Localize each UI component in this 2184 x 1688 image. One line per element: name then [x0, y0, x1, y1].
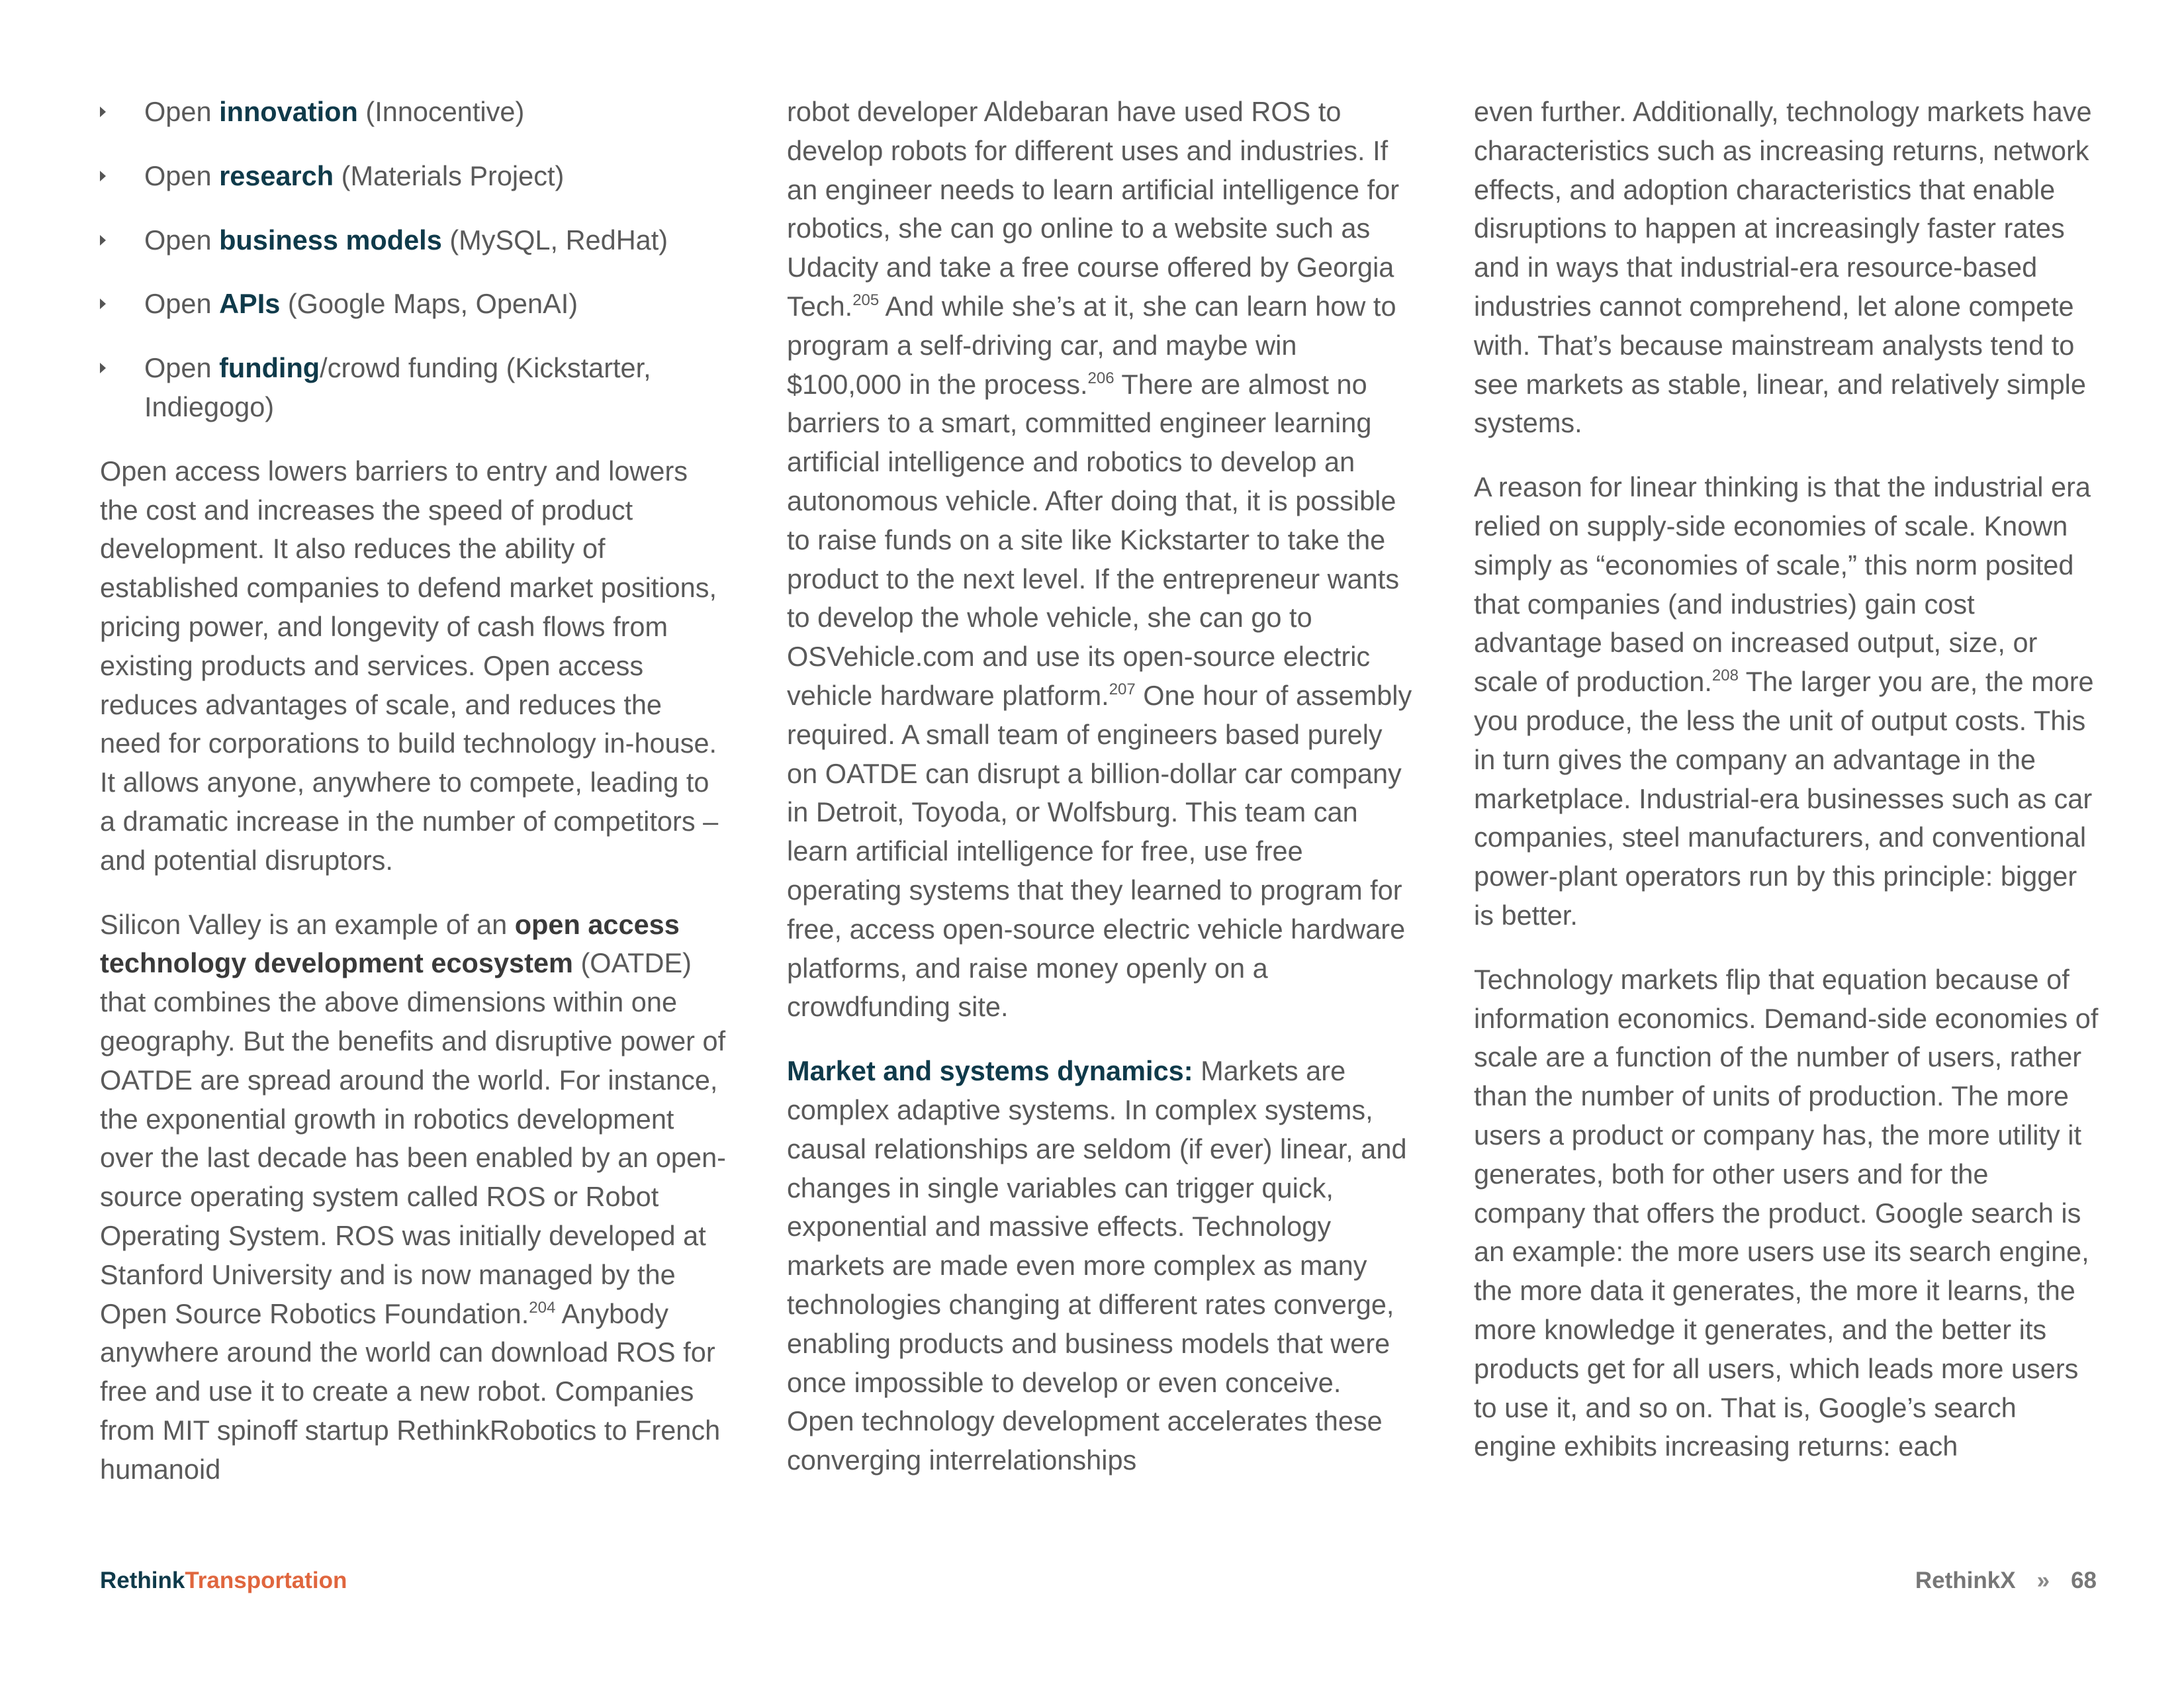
bullet-triangle-icon [100, 363, 106, 373]
paragraph-economies-of-scale: A reason for linear thinking is that the industrial era relied on supply-side economies of scale. Known simply as “economies of scale,” this norm posited that companies (and industries) gain cost advantage based on increased output, size, or scale of production.$^{208}$ The larger you are, the more you produce, the less the unit of output costs. This in turn gives the company an advantage in the marketplace. Industrial-era businesses such as car companies, steel manufacturers, and conventional power-plant operators run by this principle: bigger is better. [1474, 471, 2094, 931]
list-item: Open business models (MySQL, RedHat) [100, 221, 729, 260]
term-oatde: open access technology development ecosystem [100, 908, 680, 979]
paragraph-information-economics: Technology markets flip that equation because of information economics. Demand-side economies of scale are a function of the number of users, rather than the number of units of production. The more users a product or company has, the more utility it generates, both for other users and for the company that offers the product. Google search is an example: the more users use its search engine, the more data it generates, the more it learns, the more knowledge it generates, and the better its products get for all users, which leads more users to use it, and so on. That is, Google’s search engine exhibits increasing returns: each [1474, 963, 2099, 1462]
paragraph-oatde: Silicon Valley is an example of an open access technology development ecosystem (OATDE) that combines the above dimensions within one geography. But the benefits and disruptive power of OATDE are spread around the world. For instance, the exponential growth in robotics development over the last decade has been enabled by an open-source operating system called ROS or Robot Operating System. ROS was initially developed at Stanford University and is now managed by the Open Source Robotics Foundation.$^{204}$ Anybody anywhere around the world can download ROS for free and use it to create a new robot. Companies from MIT spinoff startup RethinkRobotics to French humanoid [100, 908, 726, 1485]
brand-rethink: Rethink [100, 1568, 185, 1593]
bullet-triangle-icon [100, 235, 106, 246]
page-number: 68 [2071, 1568, 2097, 1593]
list-item: Open innovation (Innocentive) [100, 93, 729, 132]
brand-transportation: Transportation [185, 1568, 347, 1593]
footnote-ref[interactable]: 207 [1109, 680, 1136, 698]
paragraph-technology-markets: even further. Additionally, technology markets have characteristics such as increasing returns, network effects, and adoption characteristics that enable disruptions to happen at increasingly faster rates and in ways that industrial-era resource-based industries cannot comprehend, let alone compete with. That’s because mainstream analysts tend to see markets as stable, linear, and relatively simple systems. [1474, 96, 2092, 439]
chevron-right-icon: » [2036, 1568, 2050, 1593]
section-heading: Market and systems dynamics: [787, 1055, 1193, 1087]
bullet-triangle-icon [100, 107, 106, 117]
column-2 [787, 93, 1416, 1505]
footer-brand [100, 1568, 347, 1594]
paragraph-robotics: robot developer Aldebaran have used ROS to develop robots for different uses and industries. If an engineer needs to learn artificial intelligence for robotics, she can go online to a website such as Udacity and take a free course offered by Georgia Tech.$^{205}$ And while she’s at it, she can learn how to program a self-driving car, and maybe win $100,000 in the process.$^{206}$ There are almost no barriers to a smart, committed engineer learning artificial intelligence and robotics to develop an autonomous vehicle. After doing that, it is possible to raise funds on a site like Kickstarter to take the product to the next level. If the entrepreneur wants to develop the whole vehicle, she can go to OSVehicle.com and use its open-source electric vehicle hardware platform.$^{207}$ One hour of assembly required. A small team of engineers based purely on OATDE can disrupt a billion-dollar car company in Detroit, Toyoda, or Wolfsburg. This team can learn artificial intelligence for free, use free operating systems that they learned to program for free, access open-source electric vehicle hardware platforms, and raise money openly on a crowdfunding site. [787, 96, 1412, 1023]
bullet-triangle-icon [100, 299, 106, 309]
bullet-triangle-icon [100, 171, 106, 181]
list-item-keyword: business models [219, 224, 442, 256]
list-item: Open research (Materials Project) [100, 157, 729, 196]
footer-page-info [1915, 1568, 2097, 1594]
paragraph-open-access: Open access lowers barriers to entry and lowers the cost and increases the speed of product development. It also reduces the ability of established companies to defend market positions, pricing power, and longevity of cash flows from existing products and services. Open access reduces advantages of scale, and reduces the need for corporations to build technology in-house. It allows anyone, anywhere to compete, leading to a dramatic increase in the number of competitors – and potential disruptors. [100, 455, 719, 876]
list-item-keyword: research [219, 160, 334, 191]
paragraph-market-dynamics: Market and systems dynamics: Markets are complex adaptive systems. In complex systems, causal relationships are seldom (if ever) linear, and changes in single variables can trigger quick, exponential and massive effects. Technology markets are made even more complex as many technologies changing at different rates converge, enabling products and business models that were once impossible to develop or even conceive. Open technology development accelerates these converging interrelationships [787, 1055, 1407, 1476]
column-1 [100, 93, 729, 1515]
footnote-ref[interactable]: 204 [529, 1298, 556, 1317]
column-3 [1474, 93, 2103, 1491]
list-item: Open APIs (Google Maps, OpenAI) [100, 285, 729, 324]
footnote-ref[interactable]: 208 [1711, 667, 1739, 685]
list-item: Open funding/crowd funding (Kickstarter, Indiegogo) [100, 349, 729, 427]
footnote-ref[interactable]: 205 [852, 291, 880, 309]
footnote-ref[interactable]: 206 [1087, 369, 1115, 387]
publisher-name: RethinkX [1915, 1568, 2016, 1593]
open-dimensions-list [100, 93, 729, 427]
list-item-keyword: innovation [219, 96, 358, 127]
list-item-keyword: funding [219, 352, 320, 384]
list-item-keyword: APIs [219, 288, 281, 320]
